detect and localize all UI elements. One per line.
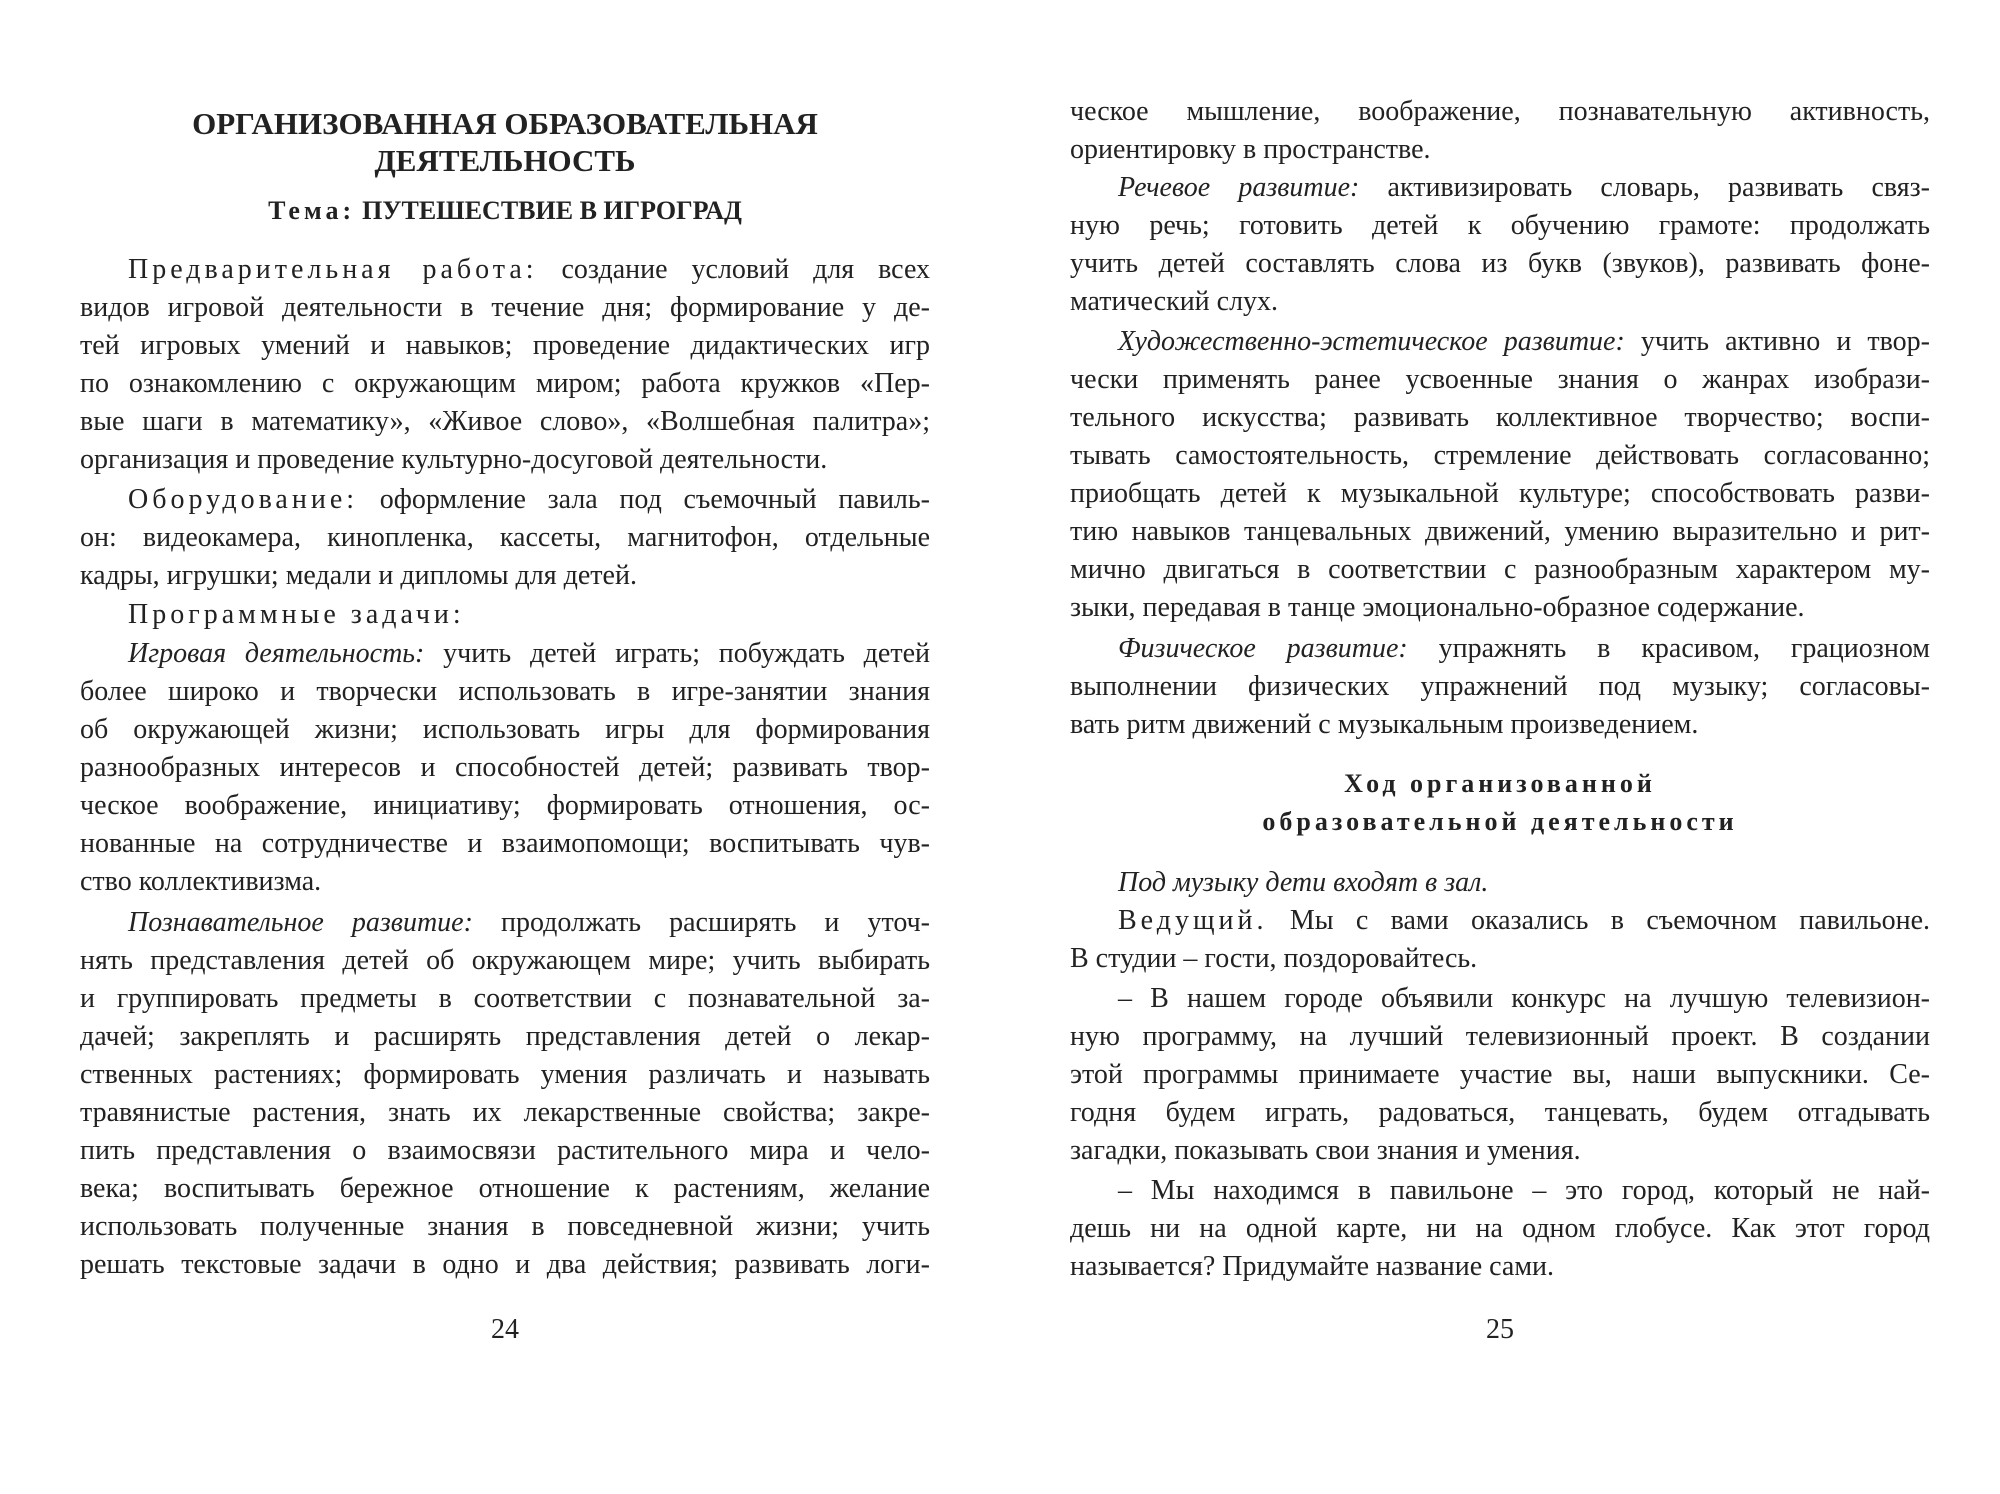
text-run: оформление зала под съемочный павиль-: [358, 484, 930, 515]
section-heading-line-1: Ход организованной: [1344, 769, 1656, 798]
host-label: Ведущий.: [1118, 905, 1268, 936]
cog-label: Познавательное развитие:: [128, 907, 473, 938]
text-line: – Мы находимся в павильоне – это город, который не най-: [1118, 1175, 1930, 1206]
page-title-line-1: ОРГАНИЗОВАННАЯ ОБРАЗОВАТЕЛЬНАЯ: [192, 106, 818, 141]
text-line: приобщать детей к музыкальной культуре; способствовать разви-: [1070, 478, 1930, 509]
text-line: ориентировку в пространстве.: [1070, 134, 1431, 165]
phys-line: [1070, 629, 1930, 669]
text-line: видов игровой деятельности в течение дня; формирование у де-: [80, 292, 930, 323]
text-line: ную речь; готовить детей к обучению грамоте: продолжать: [1070, 210, 1930, 241]
text-line: выполнении физических упражнений под музыку; согласовы-: [1070, 671, 1930, 702]
stage-direction: Под музыку дети входят в зал.: [1118, 867, 1489, 898]
speech-label: Речевое развитие:: [1118, 172, 1360, 203]
tasks-label: Программные задачи:: [128, 599, 465, 630]
text-line: мично двигаться в соответствии с разнообразным характером му-: [1070, 554, 1930, 585]
text-line: он: видеокамера, кинопленка, кассеты, магнитофон, отдельные: [80, 522, 930, 553]
text-line: ческое мышление, воображение, познавательную активность,: [1070, 96, 1930, 127]
game-label: Игровая деятельность:: [128, 638, 425, 669]
cog-line: [80, 903, 930, 943]
text-line: и группировать предметы в соответствии с познавательной за-: [80, 983, 930, 1014]
text-run: учить детей играть; побуждать детей: [424, 638, 930, 669]
text-line: В студии – гости, поздоровайтесь.: [1070, 943, 1478, 974]
page-number: 25: [1486, 1314, 1514, 1345]
prelim-label: Предварительная работа:: [128, 254, 538, 285]
text-line: века; воспитывать бережное отношение к растениям, желание: [80, 1173, 930, 1204]
text-line: годня будем играть, радоваться, танцевать, будем отгадывать: [1070, 1097, 1930, 1128]
text-line: тельного искусства; развивать коллективное творчество; воспи-: [1070, 402, 1930, 433]
text-line: более широко и творчески использовать в игре-занятии знания: [80, 676, 930, 707]
text-run: упражнять в красивом, грациозном: [1407, 633, 1930, 664]
section-heading-line-2: образовательной деятельности: [1262, 807, 1738, 836]
text-line: дачей; закреплять и расширять представления детей о лекар-: [80, 1021, 930, 1052]
text-line: нованные на сотрудничестве и взаимопомощи; воспитывать чув-: [80, 828, 930, 859]
text-line: этой программы принимаете участие вы, наши выпускники. Се-: [1070, 1059, 1930, 1090]
text-line: организация и проведение культурно-досуговой деятельности.: [80, 444, 828, 475]
speech-line: [1070, 168, 1930, 208]
text-line: ство коллективизма.: [80, 866, 322, 897]
art-line: [1070, 322, 1930, 362]
text-line: тывать самостоятельность, стремление действовать согласованно;: [1070, 440, 1930, 471]
text-line: ственных растениях; формировать умения различать и называть: [80, 1059, 930, 1090]
text-line: загадки, показывать свои знания и умения.: [1070, 1135, 1581, 1166]
text-line: использовать полученные знания в повседневной жизни; учить: [80, 1211, 930, 1242]
text-line: называется? Придумайте название сами.: [1070, 1251, 1555, 1282]
text-line: дешь ни на одной карте, ни на одном глобусе. Как этот город: [1070, 1213, 1930, 1244]
theme-label: Тема:: [268, 196, 356, 225]
equip-label: Оборудование:: [128, 484, 359, 515]
text-line: кадры, игрушки; медали и дипломы для детей.: [80, 560, 637, 591]
text-line: травянистые растения, знать их лекарственные свойства; закре-: [80, 1097, 930, 1128]
text-line: чески применять ранее усвоенные знания о жанрах изобрази-: [1070, 364, 1930, 395]
page-title-line-2: ДЕЯТЕЛЬНОСТЬ: [374, 143, 636, 178]
text-line: ную программу, на лучший телевизионный проект. В создании: [1070, 1021, 1930, 1052]
theme-heading: [80, 191, 930, 231]
text-line: – В нашем городе объявили конкурс на лучшую телевизион-: [1118, 983, 1930, 1014]
right-page: [1070, 0, 1930, 1380]
theme-title: ПУТЕШЕСТВИЕ В ИГРОГРАД: [362, 196, 742, 225]
game-line: [80, 634, 930, 674]
text-line: по ознакомлению с окружающим миром; работа кружков «Пер-: [80, 368, 930, 399]
text-line: матический слух.: [1070, 286, 1279, 317]
text-run: создание условий для всех: [537, 254, 931, 285]
phys-label: Физическое развитие:: [1118, 633, 1408, 664]
text-line: тию навыков танцевальных движений, умению выразительно и рит-: [1070, 516, 1930, 547]
text-run: учить активно и твор-: [1624, 326, 1931, 357]
text-line: нять представления детей об окружающем мире; учить выбирать: [80, 945, 930, 976]
text-line: разнообразных интересов и способностей детей; развивать твор-: [80, 752, 930, 783]
text-line: об окружающей жизни; использовать игры для формирования: [80, 714, 930, 745]
text-line: пить представления о взаимосвязи растительного мира и чело-: [80, 1135, 930, 1166]
equip-line: [80, 480, 930, 520]
text-line: ческое воображение, инициативу; формировать отношения, ос-: [80, 790, 930, 821]
page-number: 24: [491, 1314, 519, 1345]
text-run: активизировать словарь, развивать связ-: [1359, 172, 1930, 203]
art-label: Художественно-эстетическое развитие:: [1118, 326, 1625, 357]
text-line: зыки, передавая в танце эмоционально-образное содержание.: [1070, 592, 1805, 623]
left-page: [80, 0, 930, 1380]
text-line: учить детей составлять слова из букв (звуков), развивать фоне-: [1070, 248, 1930, 279]
prelim-line: [80, 250, 930, 290]
host-line: [1070, 901, 1930, 941]
text-line: вые шаги в математику», «Живое слово», «Волшебная палитра»;: [80, 406, 930, 437]
text-run: Мы с вами оказались в съемочном павильоне.: [1267, 905, 1930, 936]
text-run: продолжать расширять и уточ-: [472, 907, 931, 938]
text-line: решать текстовые задачи в одно и два действия; развивать логи-: [80, 1249, 930, 1280]
text-line: тей игровых умений и навыков; проведение дидактических игр: [80, 330, 930, 361]
text-line: вать ритм движений с музыкальным произведением.: [1070, 709, 1699, 740]
